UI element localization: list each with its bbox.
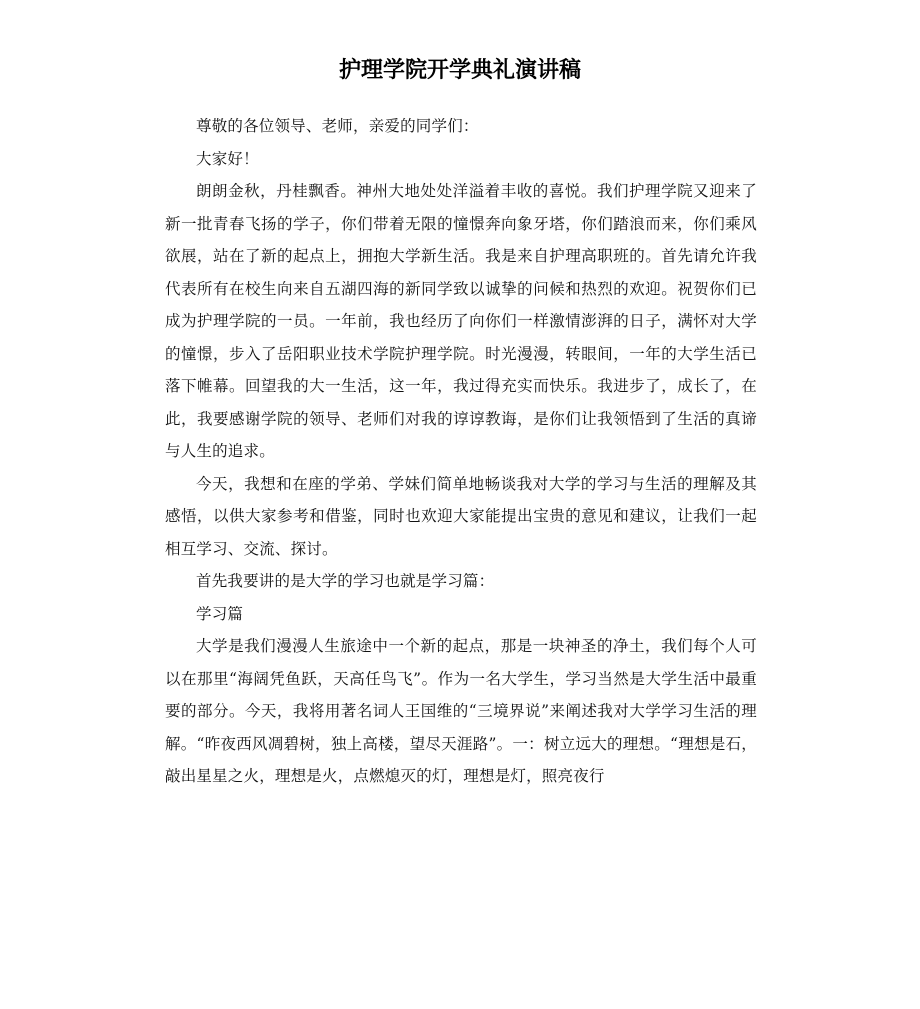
paragraph-study-lead: 首先我要讲的是大学的学习也就是学习篇： — [196, 572, 495, 590]
paragraph-greeting: 大家好！ — [196, 149, 259, 168]
paragraph-introduction: 朗朗金秋，丹桂飘香。神州大地处处洋溢着丰收的喜悦。我们护理学院又迎来了新一批青春飞扬的学子，你们带着无限的憧憬奔向象牙塔，你们踏浪而来，你们乘风欲展，站在了新的起点上，拥抱大学新生活。我是来自护理高职班的。首先请允许我代表所有在校生向来自五湖四海的新同学致以诚挚的问候和热烈的欢迎。祝贺你们已成为护理学院的一员。一年前，我也经历了向你们一样激情澎湃的日子，满怀对大学的憧憬，步入了岳阳职业技术学院护理学院。时光漫漫，转眼间，一年的大学生活已落下帷幕。回望我的大一生活，这一年，我过得充实而快乐。我进步了，成长了，在此，我要感谢学院的领导、老师们对我的谆谆教诲，是你们让我领悟到了生活的真谛与人生的追求。 — [165, 182, 757, 460]
document-title: 护理学院开学典礼演讲稿 — [338, 58, 581, 83]
section-heading-study: 学习篇 — [196, 604, 244, 623]
document-body — [165, 110, 757, 793]
paragraph-study-body: 大学是我们漫漫人生旅途中一个新的起点，那是一块神圣的净土，我们每个人可以在那里“海阔凭鱼跃，天高任鸟飞”。作为一名大学生，学习当然是大学生活中最重要的部分。今天，我将用著名词人王国维的“三境界说”来阐述我对大学学习生活的理解。“昨夜西风凋碧树，独上高楼，望尽天涯路”。一：树立远大的理想。“理想是石，敲出星星之火，理想是火，点燃熄灭的灯，理想是灯，照亮夜行 — [165, 637, 757, 785]
paragraph-salutation: 尊敬的各位领导、老师，亲爱的同学们： — [196, 117, 479, 135]
paragraph-purpose: 今天，我想和在座的学弟、学妹们简单地畅谈我对大学的学习与生活的理解及其感悟，以供大家参考和借鉴，同时也欢迎大家能提出宝贵的意见和建议，让我们一起相互学习、交流、探讨。 — [165, 474, 757, 558]
